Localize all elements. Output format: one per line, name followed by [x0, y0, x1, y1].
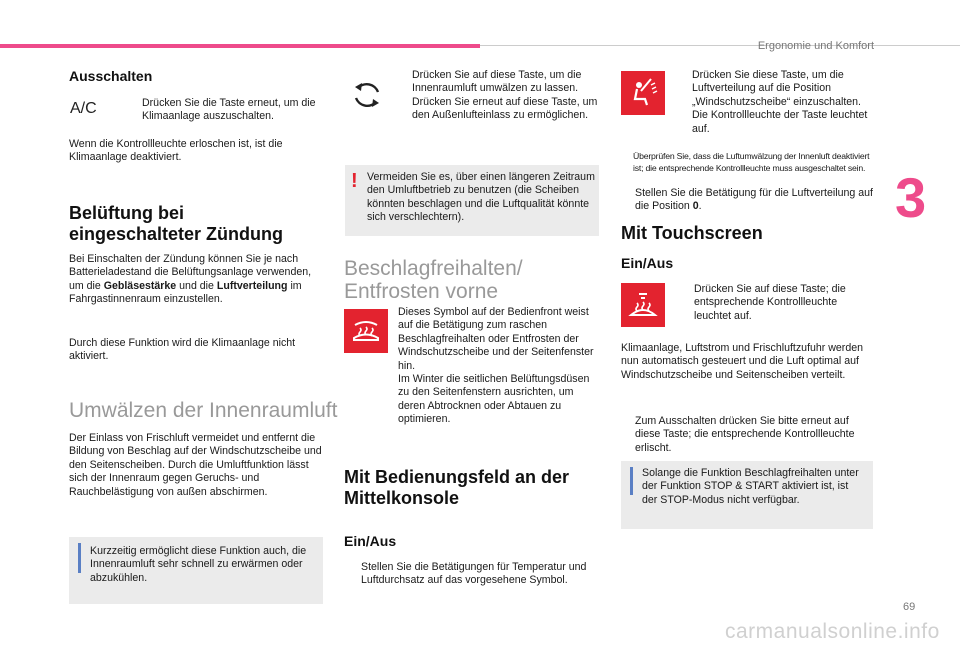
info-icon [630, 467, 633, 495]
umluft-step: Drücken Sie erneut auf diese Taste, um den Außenlufteinlass zu ermöglichen. [400, 96, 600, 123]
bullet-icon [682, 283, 694, 323]
defrost-touch-icon [621, 283, 665, 327]
belueftung-heading: Belüftung bei eingeschalteter Zündung [69, 203, 284, 244]
touchscreen-step: Drücken Sie auf diese Taste; die entsprechende Kontrollleuchte leuchtet auf. [682, 283, 874, 323]
watermark: carmanualsonline.info [725, 620, 940, 643]
ausschalten-heading: Ausschalten [69, 68, 153, 84]
umwaelzen-heading: Umwälzen der Innenraumluft [69, 399, 338, 422]
info-box-stopstart: Solange die Funktion Beschlagfreihalten unter der Funktion STOP & START aktiviert ist, ist der STOP-Modus nicht verfügbar. [621, 461, 873, 529]
ausschalten-step: Drücken Sie die Taste erneut, um die Klimaanlage auszuschalten. [130, 97, 325, 124]
warning-box: ! Vermeiden Sie es, über einen längeren Zeitraum den Umluftbetrieb zu benutzen (die Scheiben könnten beschlagen und die Luftqualität könnte sich verschlechtern). [345, 165, 599, 236]
position-step: Stellen Sie die Betätigung für die Luftverteilung auf die Position 0. [623, 187, 873, 214]
info-box-umluft: Kurzzeitig ermöglicht diese Funktion auch, die Innenraumluft sehr schnell zu erwärmen oder abzukühlen. [69, 537, 323, 604]
ausschalten-note: Wenn die Kontrollleuchte erloschen ist, ist die Klimaanlage deaktiviert. [69, 138, 283, 164]
bullet-icon [349, 561, 361, 588]
bullet-icon [623, 415, 635, 455]
belueftung-paragraph: Bei Einschalten der Zündung können Sie je nach Batterieladestand die Belüftungsanlage verwenden, um die Gebläsestärke und die Luftverteilung im Fahrgastinnenraum einzustellen. [69, 253, 312, 306]
bullet-icon [623, 187, 635, 214]
mittelkonsole-heading: Mit Bedienungsfeld an der Mittelkonsole [344, 467, 570, 508]
beschlag-description: Dieses Symbol auf der Bedienfront weist auf die Betätigung zum raschen Beschlagfreihalten oder Entfrosten der Windschutzscheibe und der Seitenfenster hin. Im Winter die seitlichen Belüftungsdüsen zu den Seitenfenstern ausrichten, um deren Abtrocknen oder Abtauen zu optimieren. [398, 306, 594, 426]
windshield-distribution-icon [621, 71, 665, 115]
umluft-step: Drücken Sie auf diese Taste, um die Innenraumluft umwälzen zu lassen. [400, 69, 600, 96]
mittelkonsole-subheading: Ein/Aus [344, 533, 397, 549]
umwaelzen-paragraph: Der Einlass von Frischluft vermeidet und entfernt die Bildung von Beschlag auf der Windschutzscheibe und den Seitenscheiben. Durch die Umluftfunktion lässt sich der Innenraum gegen Geruchs- und Rauchbelästigung von außen abschirmen. [69, 432, 322, 498]
header-accent-bar [0, 44, 480, 48]
page-number: 69 [903, 601, 916, 613]
warning-icon: ! [351, 170, 358, 192]
info-icon [78, 543, 81, 573]
chapter-number: 3 [895, 166, 927, 229]
bullet-icon [621, 150, 633, 174]
beschlag-heading: Beschlagfreihalten/ Entfrosten vorne [344, 257, 523, 303]
touchscreen-step-off: Zum Ausschalten drücken Sie bitte erneut auf diese Taste; die entsprechende Kontrollleuchte erlischt. [623, 415, 873, 455]
touchscreen-subheading: Ein/Aus [621, 255, 674, 271]
windschutz-step: Drücken Sie diese Taste, um die Luftverteilung auf die Position „Windschutzscheibe“ einzuschalten. Die Kontrollleuchte der Taste leuchtet auf. [680, 69, 875, 136]
bullet-icon [400, 96, 412, 123]
recirculation-icon [350, 78, 384, 112]
bullet-icon [400, 69, 412, 96]
front-defrost-icon [344, 309, 388, 353]
mittelkonsole-step: Stellen Sie die Betätigungen für Temperatur und Luftdurchsatz auf das vorgesehene Symbol. [349, 561, 599, 588]
touchscreen-heading: Mit Touchscreen [621, 223, 763, 243]
touchscreen-paragraph: Klimaanlage, Luftstrom und Frischluftzufuhr werden nun automatisch gesteuert und die Luft optimal auf Windschutzscheibe und Seitenscheiben verteilt. [621, 342, 864, 381]
check-note: Überprüfen Sie, dass die Luftumwälzung der Innenluft deaktiviert ist; die entsprechende Kontrollleuchte muss ausgeschaltet sein. [621, 150, 879, 174]
section-title: Ergonomie und Komfort [757, 40, 874, 52]
ac-button-icon: A/C [70, 100, 97, 117]
belueftung-note: Durch diese Funktion wird die Klimaanlage nicht aktiviert. [69, 337, 296, 363]
bullet-icon [680, 69, 692, 136]
umluft-steps [400, 69, 600, 123]
header-rule [480, 45, 960, 46]
bullet-icon [130, 97, 142, 124]
